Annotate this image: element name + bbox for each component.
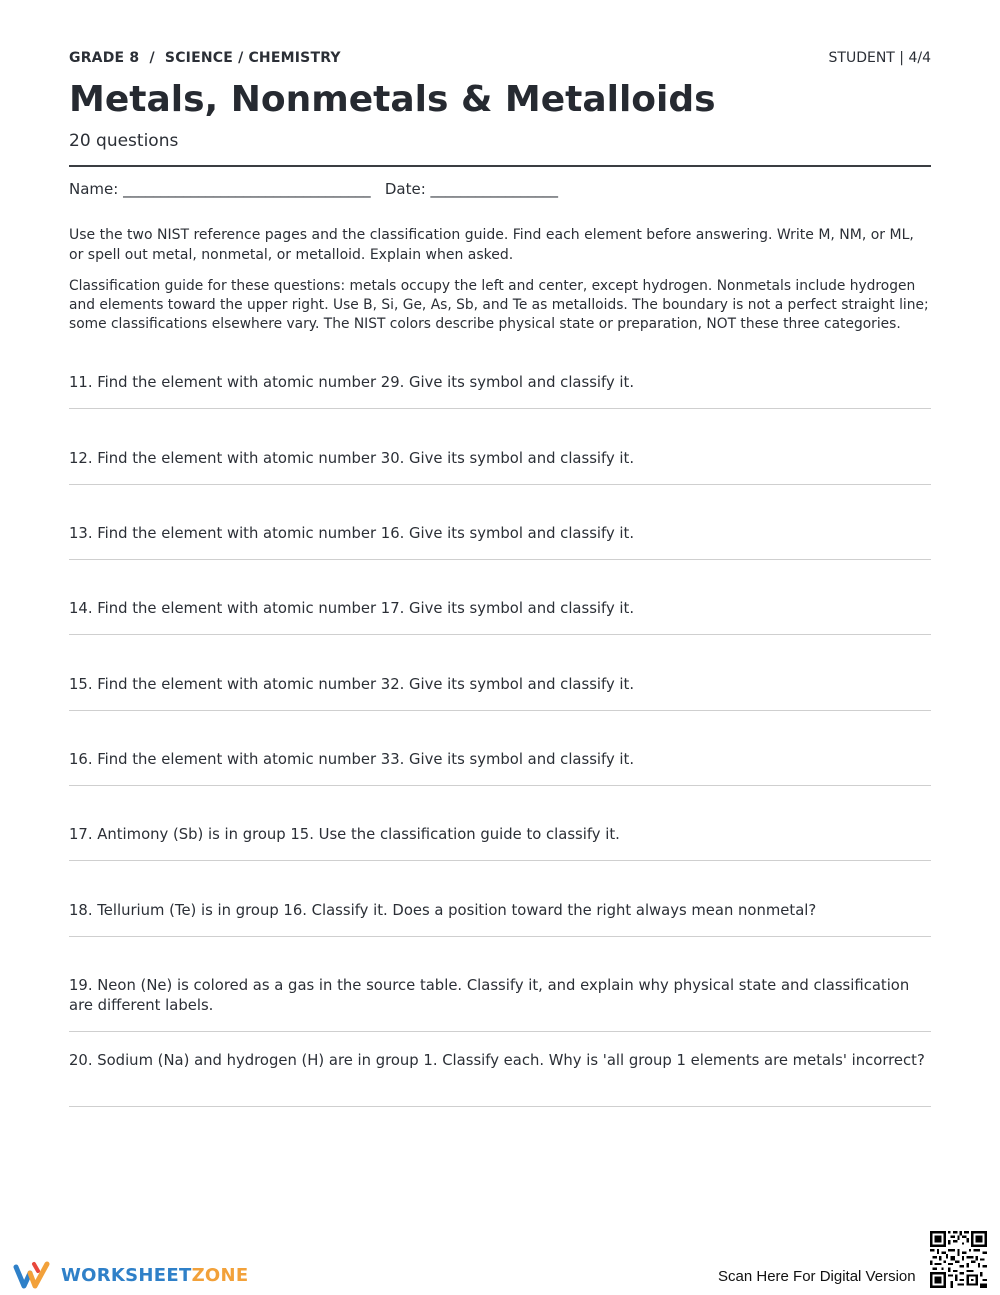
question-20: 20. Sodium (Na) and hydrogen (H) are in group 1. Classify each. Why is 'all group 1 elements are metals' incorrect? (69, 1052, 925, 1069)
answer-line-13 (69, 559, 931, 560)
name-date-line: Name: _________________________________ Date: _________________ (69, 180, 559, 198)
answer-line-19 (69, 1031, 931, 1032)
page-indicator: STUDENT | 4/4 (828, 50, 931, 66)
breadcrumb: GRADE 8 / SCIENCE / CHEMISTRY (69, 50, 341, 66)
answer-line-12 (69, 484, 931, 485)
brand-name (61, 1265, 249, 1286)
brand-name-part2: ZONE (191, 1264, 249, 1286)
answer-line-16 (69, 785, 931, 786)
brand-logo (13, 1258, 249, 1292)
answer-line-18 (69, 936, 931, 937)
question-15: 15. Find the element with atomic number 32. Give its symbol and classify it. (69, 676, 635, 693)
classification-guide: Classification guide for these questions: metals occupy the left and center, except hydrogen. Nonmetals include hydrogen and elements toward the upper right. Use B, Si, Ge, As, Sb, and Te as metalloids. The boundary is not a perfect straight line; some classifications elsewhere vary. The NIST colors describe physical state or preparation, NOT these three categories. (69, 278, 929, 332)
worksheetzone-logo-icon (13, 1259, 55, 1291)
question-11: 11. Find the element with atomic number 29. Give its symbol and classify it. (69, 374, 635, 391)
question-16: 16. Find the element with atomic number 33. Give its symbol and classify it. (69, 751, 635, 768)
brand-name-part1: WORKSHEET (61, 1264, 192, 1286)
question-18: 18. Tellurium (Te) is in group 16. Classify it. Does a position toward the right always mean nonmetal? (69, 902, 817, 919)
answer-line-11 (69, 408, 931, 409)
question-13: 13. Find the element with atomic number 16. Give its symbol and classify it. (69, 525, 635, 542)
qr-code-icon[interactable] (930, 1231, 987, 1288)
answer-line-15 (69, 710, 931, 711)
question-12: 12. Find the element with atomic number 30. Give its symbol and classify it. (69, 450, 635, 467)
question-count: 20 questions (69, 131, 179, 151)
question-17: 17. Antimony (Sb) is in group 15. Use the classification guide to classify it. (69, 826, 620, 843)
answer-line-17 (69, 860, 931, 861)
answer-line-20 (69, 1106, 931, 1107)
instructions: Use the two NIST reference pages and the classification guide. Find each element before answering. Write M, NM, or ML, or spell out metal, nonmetal, or metalloid. Explain when asked. (69, 227, 914, 263)
top-bar (69, 50, 931, 70)
answer-line-14 (69, 634, 931, 635)
question-19: 19. Neon (Ne) is colored as a gas in the source table. Classify it, and explain why physical state and classification are different labels. (69, 977, 910, 1014)
page-title: Metals, Nonmetals & Metalloids (69, 79, 716, 120)
header-divider (69, 165, 931, 167)
question-14: 14. Find the element with atomic number 17. Give its symbol and classify it. (69, 600, 635, 617)
scan-caption: Scan Here For Digital Version (718, 1268, 916, 1285)
